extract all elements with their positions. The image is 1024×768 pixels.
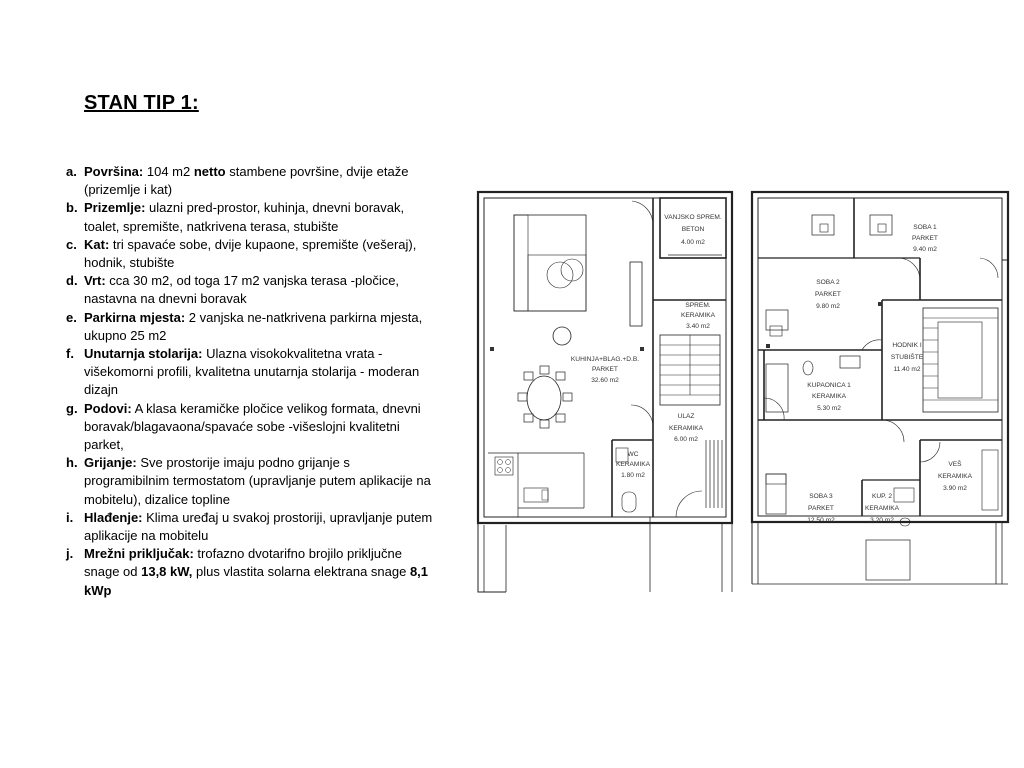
spec-letter: f. [66,346,74,362]
spec-bold-run: Površina: [84,164,144,179]
spec-run: Klima uređaj u svakoj prostoriji, upravljanje putem aplikacije na mobitelu [84,509,433,544]
hodnik-name: HODNIK I [892,342,922,349]
spec-bold-run: Hlađenje: [84,509,143,525]
wc-name: WC [627,451,639,458]
soba3-name: SOBA 3 [809,493,833,500]
spec-run: 2 vanjska ne-natkrivena parkirna mjesta, ukupno 25 m2 [84,309,423,343]
spec-letter: g. [66,400,78,416]
spec-bold-run: Kat: [84,236,110,252]
soba1-name: SOBA 1 [913,224,937,231]
vanjsko-spremiste-area: 4.00 m2 [681,239,705,246]
hodnik-area: 11.40 m2 [893,366,921,373]
spec-run: A klasa keramičke pločice velikog formata, dnevni boravak/blagavaona/spavaće sobe -višeslojni kvalitetni parket, [84,400,421,453]
spec-letter: a. [66,164,77,179]
spec-run: tri spavaće sobe, dvije kupaone, spremište (vešeraj), hodnik, stubište [84,236,417,271]
spec-bold-run: netto [193,164,226,179]
soba2-area: 9.80 m2 [816,303,840,310]
soba3-floor: PARKET [808,505,834,512]
spec-letter: j. [66,546,74,562]
soba2-name: SOBA 2 [816,279,840,286]
ground-floor-plan [478,192,732,592]
wc-area: 1.80 m2 [621,472,645,479]
kupaonica1-area: 5.30 m2 [817,405,841,412]
spec-run: trofazno dvotarifno brojilo priključne snage od [84,546,402,580]
kupaonica1-name: KUPAONICA 1 [807,382,851,389]
soba1-area: 9.40 m2 [913,246,937,253]
spec-bold-run: 8,1 kWp [84,564,429,598]
kuhinja-floor: PARKET [592,366,618,373]
sprem-floor: KERAMIKA [680,312,716,319]
vanjsko-spremiste-floor: BETON [681,226,705,233]
page-title: STAN TIP 1: [84,92,199,114]
ves-area: 3.90 m2 [943,485,967,492]
spec-letter: e. [66,309,77,325]
spec-bold-run: Podovi: [84,400,132,416]
spec-run: stambene površine, dvije etaže (prizemlje i kat) [84,164,409,198]
spec-bold-run: Vrt: [84,273,106,289]
spec-letter: d. [66,273,78,289]
spec-run: cca 30 m2, od toga 17 m2 vanjska terasa -pločice, nastavna na dnevni boravak [84,273,400,307]
ves-floor: KERAMIKA [937,473,973,480]
kup2-area: 3.20 m2 [870,517,894,524]
spec-bold-run: Mrežni priključak: [84,546,194,562]
sprem-area: 3.40 m2 [686,323,710,330]
kup2-name: KUP. 2 [871,493,893,500]
spec-letter: h. [66,455,78,471]
spec-run: plus vlastita solarna elektrana snage [192,564,410,580]
kuhinja-name: KUHINJA+BLAG.+D.B. [570,356,640,363]
spec-letter: i. [66,509,74,525]
ulaz-name: ULAZ [677,413,695,420]
kupaonica1-floor: KERAMIKA [811,393,847,400]
spec-run: 104 m2 [143,164,194,179]
sprem-name: SPREM. [685,302,711,309]
vanjsko-spremiste-name: VANJSKO SPREM. [664,214,722,221]
spec-bold-run: 13,8 kW, [141,564,193,580]
spec-bold-run: Unutarnja stolarija: [84,346,203,362]
kup2-floor: KERAMIKA [864,505,900,512]
spec-bold-run: Grijanje: [84,455,137,471]
spec-bold-run: Prizemlje: [84,200,146,216]
upper-floor-plan [752,192,1008,584]
spec-letter: b. [66,200,78,216]
spec-letter: c. [66,236,77,252]
ulaz-floor: KERAMIKA [668,425,704,432]
ulaz-area: 6.00 m2 [674,436,698,443]
spec-run: Sve prostorije imaju podno grijanje s programibilnim termostatom (upravljanje putem aplikacije na mobitelu), dizalice topline [84,455,431,507]
hodnik-floor: STUBIŠTE [890,354,924,361]
soba2-floor: PARKET [815,291,841,298]
spec-bold-run: Parkirna mjesta: [84,309,186,325]
soba1-floor: PARKET [912,235,938,242]
kuhinja-area: 32.60 m2 [591,377,619,384]
wc-floor: KERAMIKA [615,461,651,468]
spec-run: Ulazna visokokvalitetna vrata - višekomorni profili, kvalitetna unutarnja stolarija - moderan dizajn [84,346,420,398]
soba3-area: 12.50 m2 [807,517,835,524]
spec-run: ulazni pred-prostor, kuhinja, dnevni boravak, toalet, spremište, natkrivena terasa, stubište [84,200,405,234]
ves-name: VEŠ [948,461,962,468]
